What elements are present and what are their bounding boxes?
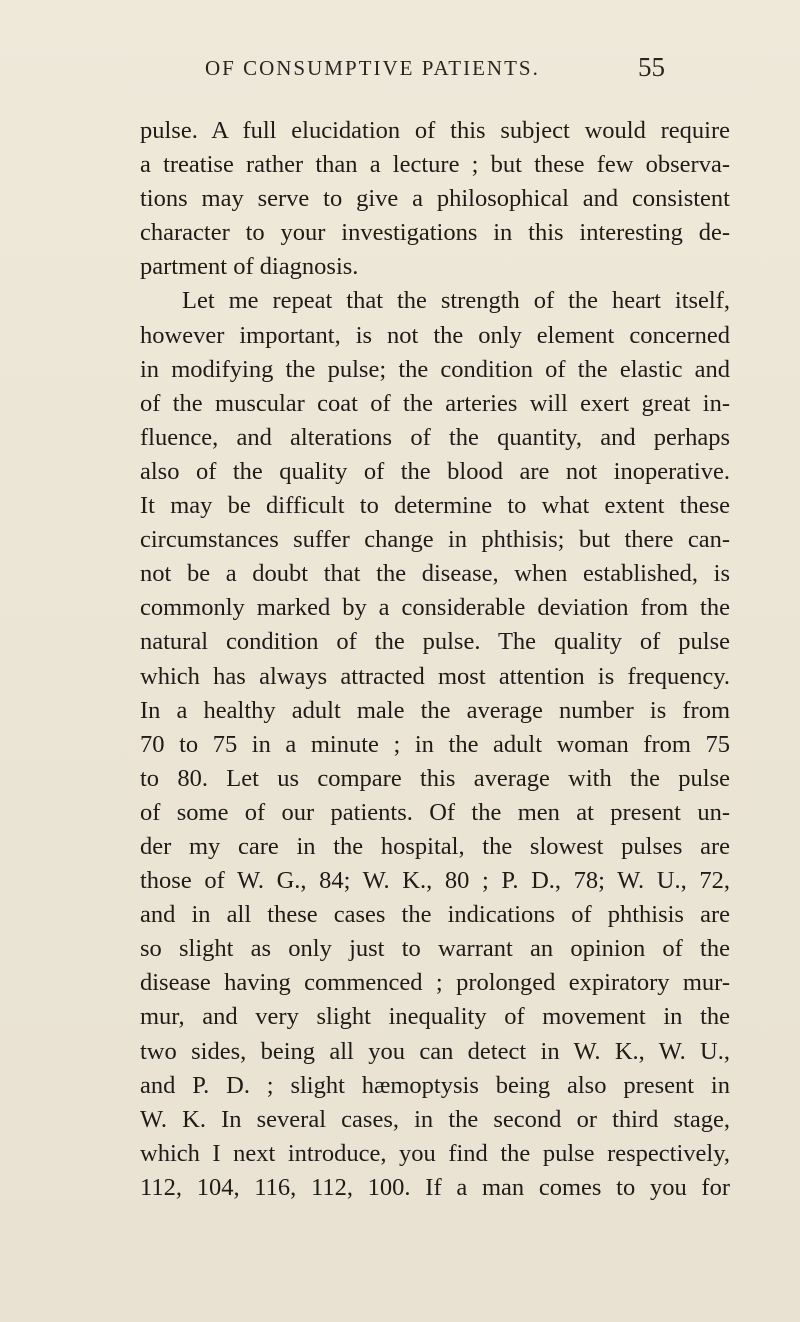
- text-line: character to your investigations in this interesting de-: [140, 219, 730, 247]
- text-line: and P. D. ; slight hæmoptysis being also present in: [140, 1071, 730, 1099]
- page-number: 55: [638, 52, 665, 82]
- text-line: mur, and very slight inequality of movement in the: [140, 1003, 730, 1031]
- text-line: 70 to 75 in a minute ; in the adult woman from 75: [140, 730, 730, 758]
- text-line: which has always attracted most attention is frequency.: [140, 662, 730, 690]
- text-line: and in all these cases the indications of phthisis are: [140, 901, 730, 929]
- text-line: circumstances suffer change in phthisis; but there can-: [140, 526, 730, 554]
- text-line: two sides, being all you can detect in W. K., W. U.,: [140, 1037, 730, 1065]
- running-title: OF CONSUMPTIVE PATIENTS.: [205, 56, 540, 80]
- body-text: [140, 114, 730, 1205]
- text-line: so slight as only just to warrant an opinion of the: [140, 935, 730, 963]
- page-header: [205, 52, 665, 88]
- text-line: 112, 104, 116, 112, 100. If a man comes to you for: [140, 1173, 730, 1201]
- text-line: partment of diagnosis.: [140, 253, 359, 281]
- text-line: also of the quality of the blood are not inoperative.: [140, 457, 730, 485]
- text-line: which I next introduce, you find the pulse respectively,: [140, 1139, 730, 1167]
- text-line: not be a doubt that the disease, when established, is: [140, 560, 730, 588]
- text-line: a treatise rather than a lecture ; but these few observa-: [140, 151, 730, 179]
- text-line: commonly marked by a considerable deviation from the: [140, 594, 730, 622]
- text-line: fluence, and alterations of the quantity, and perhaps: [140, 423, 730, 451]
- text-line: those of W. G., 84; W. K., 80 ; P. D., 78; W. U., 72,: [140, 867, 730, 895]
- text-line: of some of our patients. Of the men at present un-: [140, 798, 730, 826]
- text-line: Let me repeat that the strength of the heart itself,: [182, 287, 730, 315]
- text-line: disease having commenced ; prolonged expiratory mur-: [140, 969, 730, 997]
- text-line: tions may serve to give a philosophical and consistent: [140, 185, 730, 213]
- text-line: W. K. In several cases, in the second or third stage,: [140, 1105, 730, 1133]
- text-line: in modifying the pulse; the condition of the elastic and: [140, 355, 730, 383]
- text-line: of the muscular coat of the arteries will exert great in-: [140, 389, 730, 417]
- text-line: natural condition of the pulse. The quality of pulse: [140, 628, 730, 656]
- text-line: der my care in the hospital, the slowest pulses are: [140, 832, 730, 860]
- text-line: pulse. A full elucidation of this subject would require: [140, 117, 730, 144]
- text-line: to 80. Let us compare this average with the pulse: [140, 764, 730, 792]
- text-line: In a healthy adult male the average number is from: [140, 696, 730, 724]
- text-line: It may be difficult to determine to what extent these: [140, 492, 730, 520]
- text-line: however important, is not the only element concerned: [140, 321, 730, 349]
